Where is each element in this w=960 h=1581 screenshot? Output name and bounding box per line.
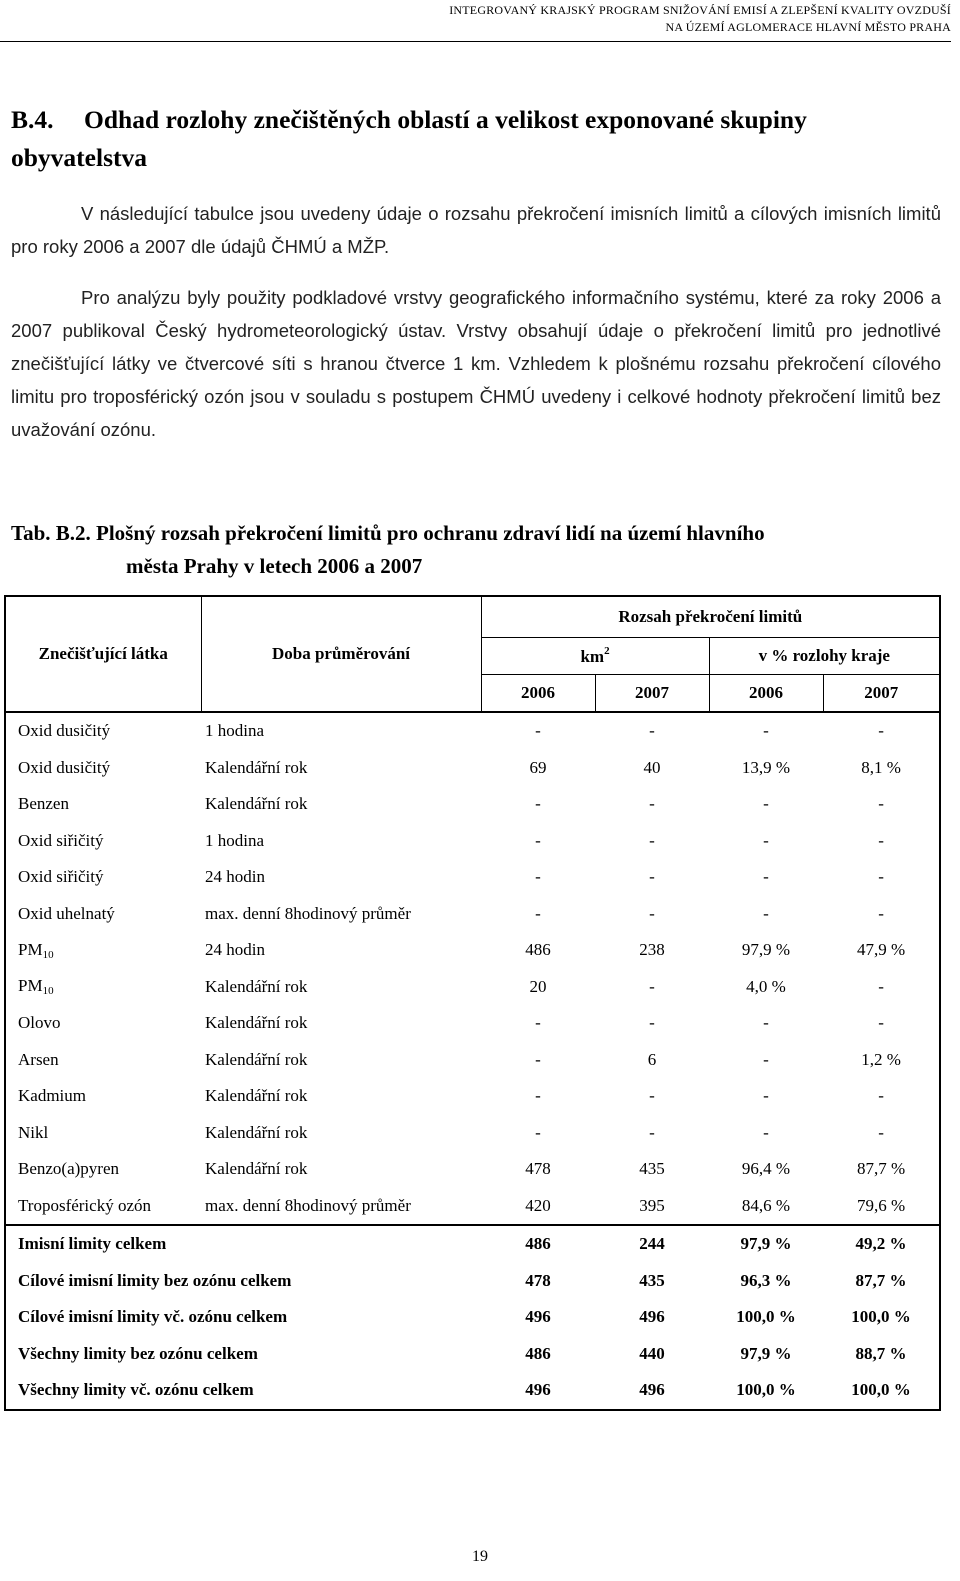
value-cell: - (535, 867, 541, 887)
substance-cell (5, 1078, 201, 1115)
substance-name: Oxid dusičitý (18, 757, 111, 777)
substance-cell (5, 1151, 201, 1188)
total-value-cell: 100,0 % (736, 1380, 796, 1400)
table-row (5, 896, 940, 933)
value-cell: 435 (639, 1159, 665, 1179)
value-cell: - (649, 903, 655, 923)
table-row (5, 1042, 940, 1079)
paragraph-2-text: Pro analýzu byly použity podkladové vrstvy geografického informačního systému, které za roky 2006 a 2007 publikoval Český hydrometeorologický ústav. Vrstvy obsahují údaje o překročení limitů pro jednotlivé znečišťující látky ve čtvercové síti s hranou čtverce 1 km. Vzhledem k plošnému rozsahu překročení cílového limitu pro troposférický ozón jsou v souladu s postupem ČHMÚ uvedeny i celkové hodnoty překročení limitů bez uvažování ozónu. (11, 287, 941, 440)
total-row (5, 1225, 940, 1263)
table-row (5, 1151, 940, 1188)
value-cell: 96,4 % (741, 1159, 791, 1179)
value-cell: 238 (639, 940, 665, 960)
table-caption-line-2: města Prahy v letech 2006 a 2007 (126, 554, 423, 578)
value-cell: 478 (525, 1159, 551, 1179)
substance-name: Oxid siřičitý (18, 830, 104, 850)
header-year-pct-2007: 2007 (823, 675, 940, 713)
value-cell: - (763, 1086, 769, 1106)
total-row (5, 1336, 940, 1373)
paragraph-2 (11, 281, 941, 446)
total-value-cell: 100,0 % (851, 1307, 911, 1327)
header-rule (0, 41, 951, 42)
value-cell: - (763, 794, 769, 814)
value-cell: - (535, 830, 541, 850)
averaging-cell: Kalendářní rok (205, 1086, 308, 1106)
value-cell: - (878, 867, 884, 887)
header-exceedance-range: Rozsah překročení limitů (481, 596, 940, 638)
averaging-cell: Kalendářní rok (205, 794, 308, 814)
total-row (5, 1299, 940, 1336)
header-averaging: Doba průměrování (201, 596, 481, 712)
value-cell: - (649, 1013, 655, 1033)
total-row (5, 1372, 940, 1410)
value-cell: - (878, 794, 884, 814)
substance-cell (5, 1115, 201, 1152)
total-label: Všechny limity bez ozónu celkem (18, 1343, 258, 1363)
value-cell: - (535, 1049, 541, 1069)
paragraph-1 (11, 197, 941, 263)
substance-cell (5, 932, 201, 969)
value-cell: 486 (525, 940, 551, 960)
averaging-cell: 1 hodina (205, 830, 265, 850)
paragraph-1-text: V následující tabulce jsou uvedeny údaje o rozsahu překročení imisních limitů a cílových imisních limitů pro roky 2006 a 2007 dle údajů ČHMÚ a MŽP. (11, 203, 941, 257)
value-cell: - (649, 830, 655, 850)
table-row (5, 823, 940, 860)
substance-name: Benzo(a)pyren (18, 1159, 120, 1179)
substance-cell (5, 1042, 201, 1079)
value-cell: - (763, 721, 769, 741)
value-cell: - (649, 794, 655, 814)
value-cell: - (763, 830, 769, 850)
value-cell: - (763, 1013, 769, 1033)
header-substance: Znečišťující látka (38, 644, 168, 663)
table-row (5, 1005, 940, 1042)
page-number: 19 (472, 1548, 488, 1565)
value-cell: - (649, 976, 655, 996)
section-title-line-2: obyvatelstva (11, 143, 147, 172)
value-cell: 84,6 % (741, 1195, 791, 1215)
total-label: Cílové imisní limity bez ozónu celkem (18, 1270, 292, 1290)
total-row (5, 1263, 940, 1300)
total-value-cell: 496 (639, 1307, 665, 1327)
value-cell: 13,9 % (741, 757, 791, 777)
header-year-km-2007: 2007 (595, 675, 709, 713)
averaging-cell: 24 hodin (205, 867, 265, 887)
value-cell: 20 (529, 976, 547, 996)
total-value-cell: 496 (525, 1307, 551, 1327)
substance-subscript: 10 (42, 985, 54, 998)
value-cell: - (763, 1122, 769, 1142)
value-cell: 6 (647, 1049, 657, 1069)
value-cell: - (878, 721, 884, 741)
table-caption (11, 517, 941, 583)
table-caption-line-1: Tab. B.2. Plošný rozsah překročení limitů pro ochranu zdraví lidí na území hlavního (11, 521, 765, 545)
total-value-cell: 496 (525, 1380, 551, 1400)
value-cell: 87,7 % (856, 1159, 906, 1179)
value-cell: 395 (639, 1195, 665, 1215)
value-cell: 1,2 % (861, 1049, 901, 1069)
value-cell: 47,9 % (856, 940, 906, 960)
substance-cell (5, 859, 201, 896)
substance-name: PM (18, 939, 43, 959)
value-cell: - (878, 903, 884, 923)
section-number: B.4. (11, 105, 54, 134)
value-cell: - (649, 867, 655, 887)
value-cell: 8,1 % (861, 757, 901, 777)
averaging-cell: Kalendářní rok (205, 1049, 308, 1069)
value-cell: - (535, 721, 541, 741)
table-row (5, 1115, 940, 1152)
substance-cell (5, 750, 201, 787)
substance-name: Troposférický ozón (18, 1195, 151, 1215)
total-value-cell: 49,2 % (855, 1234, 907, 1254)
total-label: Imisní limity celkem (18, 1234, 167, 1254)
total-value-cell: 486 (525, 1234, 551, 1254)
value-cell: - (878, 1013, 884, 1033)
header-line-1: INTEGROVANÝ KRAJSKÝ PROGRAM SNIŽOVÁNÍ EMISÍ A ZLEPŠENÍ KVALITY OVZDUŠÍ (449, 3, 951, 17)
averaging-cell: Kalendářní rok (205, 1122, 308, 1142)
value-cell: 4,0 % (746, 976, 786, 996)
page-header (449, 2, 951, 36)
total-value-cell: 100,0 % (736, 1307, 796, 1327)
total-value-cell: 87,7 % (855, 1270, 907, 1290)
averaging-cell: Kalendářní rok (205, 976, 308, 996)
total-value-cell: 478 (525, 1270, 551, 1290)
averaging-cell: Kalendářní rok (205, 1159, 308, 1179)
value-cell: - (535, 794, 541, 814)
value-cell: 40 (643, 757, 661, 777)
value-cell: - (878, 976, 884, 996)
substance-name: Nikl (18, 1122, 49, 1142)
value-cell: - (535, 1013, 541, 1033)
value-cell: - (649, 1122, 655, 1142)
substance-cell (5, 969, 201, 1006)
header-km2-sup: 2 (604, 645, 610, 657)
value-cell: - (649, 1086, 655, 1106)
header-year-pct-2006: 2006 (709, 675, 823, 713)
substance-cell (5, 823, 201, 860)
total-value-cell: 96,3 % (740, 1270, 792, 1290)
substance-name: Kadmium (18, 1086, 86, 1106)
total-value-cell: 244 (639, 1234, 665, 1254)
substance-name: Oxid siřičitý (18, 867, 104, 887)
value-cell: - (878, 830, 884, 850)
header-line-2: NA ÚZEMÍ AGLOMERACE HLAVNÍ MĚSTO PRAHA (665, 20, 951, 34)
value-cell: 69 (529, 757, 547, 777)
exceedance-table (4, 595, 941, 1411)
averaging-cell: max. denní 8hodinový průměr (205, 1195, 411, 1215)
header-year-km-2006: 2006 (481, 675, 595, 713)
total-value-cell: 435 (639, 1270, 665, 1290)
averaging-cell: max. denní 8hodinový průměr (205, 903, 411, 923)
table-row (5, 712, 940, 750)
total-label: Všechny limity vč. ozónu celkem (18, 1380, 254, 1400)
total-label: Cílové imisní limity vč. ozónu celkem (18, 1307, 288, 1327)
total-value-cell: 88,7 % (855, 1343, 907, 1363)
substance-cell (5, 712, 201, 750)
substance-subscript: 10 (42, 948, 54, 961)
section-title-line-1: Odhad rozlohy znečištěných oblastí a velikost exponované skupiny (84, 105, 807, 134)
value-cell: - (763, 1049, 769, 1069)
total-value-cell: 97,9 % (740, 1343, 792, 1363)
averaging-cell: Kalendářní rok (205, 757, 308, 777)
averaging-cell: 1 hodina (205, 721, 265, 741)
table-row (5, 750, 940, 787)
value-cell: 97,9 % (741, 940, 791, 960)
substance-name: Oxid uhelnatý (18, 903, 115, 923)
total-value-cell: 486 (525, 1343, 551, 1363)
substance-cell (5, 786, 201, 823)
substance-name: Olovo (18, 1013, 61, 1033)
substance-name: Benzen (18, 794, 69, 814)
value-cell: - (763, 903, 769, 923)
table-row (5, 786, 940, 823)
header-km2-label: km (580, 647, 605, 666)
table-row (5, 932, 940, 969)
total-value-cell: 100,0 % (851, 1380, 911, 1400)
averaging-cell: Kalendářní rok (205, 1013, 308, 1033)
value-cell: - (878, 1086, 884, 1106)
value-cell: - (535, 1086, 541, 1106)
substance-cell (5, 1005, 201, 1042)
table-row (5, 1188, 940, 1226)
substance-cell (5, 1188, 201, 1226)
value-cell: - (535, 903, 541, 923)
value-cell: - (535, 1122, 541, 1142)
averaging-cell: 24 hodin (205, 940, 265, 960)
header-km2 (481, 638, 709, 675)
value-cell: 420 (525, 1195, 551, 1215)
value-cell: 79,6 % (856, 1195, 906, 1215)
substance-cell (5, 896, 201, 933)
total-value-cell: 97,9 % (740, 1234, 792, 1254)
table-row (5, 1078, 940, 1115)
table-row (5, 969, 940, 1006)
value-cell: - (763, 867, 769, 887)
substance-name: Oxid dusičitý (18, 721, 111, 741)
substance-name: Arsen (18, 1049, 59, 1069)
total-value-cell: 496 (639, 1380, 665, 1400)
table-row (5, 859, 940, 896)
value-cell: - (649, 721, 655, 741)
total-value-cell: 440 (639, 1343, 665, 1363)
header-percent: v % rozlohy kraje (709, 638, 940, 675)
value-cell: - (878, 1122, 884, 1142)
substance-name: PM (18, 976, 43, 996)
